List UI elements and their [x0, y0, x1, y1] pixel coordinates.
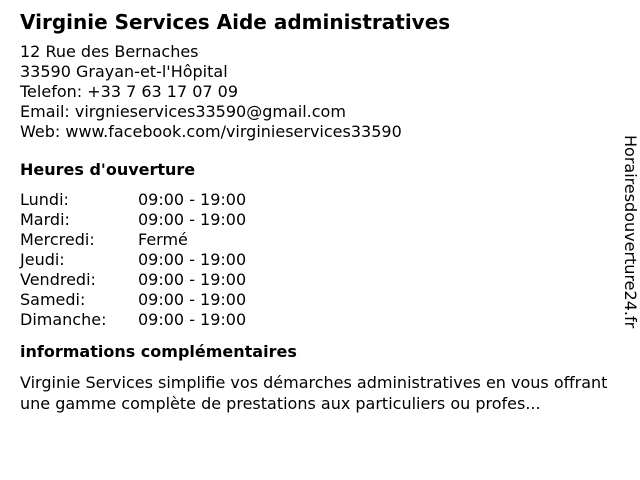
hours-row-friday	[20, 270, 246, 290]
time-value: 09:00 - 19:00	[138, 190, 247, 209]
time-value: 09:00 - 19:00	[138, 210, 247, 229]
time-value: 09:00 - 19:00	[138, 310, 247, 329]
business-description: Virginie Services simplifie vos démarches administratives en vous offrant une gamme complète de prestations aux particuliers ou profes...	[20, 373, 608, 413]
site-brand-vertical: Horairesdouverture24.fr	[621, 135, 640, 329]
hours-row-thursday	[20, 250, 246, 270]
day-label: Lundi:	[20, 190, 69, 209]
contact-block	[20, 42, 620, 142]
day-label: Mercredi:	[20, 230, 95, 249]
phone-line: Telefon: +33 7 63 17 07 09	[20, 82, 239, 101]
hours-heading: Heures d'ouverture	[20, 160, 196, 179]
hours-row-wednesday	[20, 230, 246, 250]
business-card	[20, 10, 620, 414]
hours-row-saturday	[20, 290, 246, 310]
time-value: 09:00 - 19:00	[138, 290, 247, 309]
day-label: Samedi:	[20, 290, 86, 309]
info-heading: informations complémentaires	[20, 342, 297, 361]
day-label: Mardi:	[20, 210, 70, 229]
time-value: 09:00 - 19:00	[138, 270, 247, 289]
time-value: 09:00 - 19:00	[138, 250, 247, 269]
address-street: 12 Rue des Bernaches	[20, 42, 199, 61]
email-line: Email: virgnieservices33590@gmail.com	[20, 102, 346, 121]
hours-row-monday	[20, 190, 246, 210]
day-label: Vendredi:	[20, 270, 96, 289]
web-line: Web: www.facebook.com/virginieservices33590	[20, 122, 402, 141]
hours-row-tuesday	[20, 210, 246, 230]
day-label: Dimanche:	[20, 310, 107, 329]
opening-hours-table	[20, 190, 246, 330]
business-name: Virginie Services Aide administratives	[20, 10, 451, 34]
day-label: Jeudi:	[20, 250, 65, 269]
address-city: 33590 Grayan-et-l'Hôpital	[20, 62, 228, 81]
hours-row-sunday	[20, 310, 246, 330]
time-value: Fermé	[138, 230, 188, 249]
